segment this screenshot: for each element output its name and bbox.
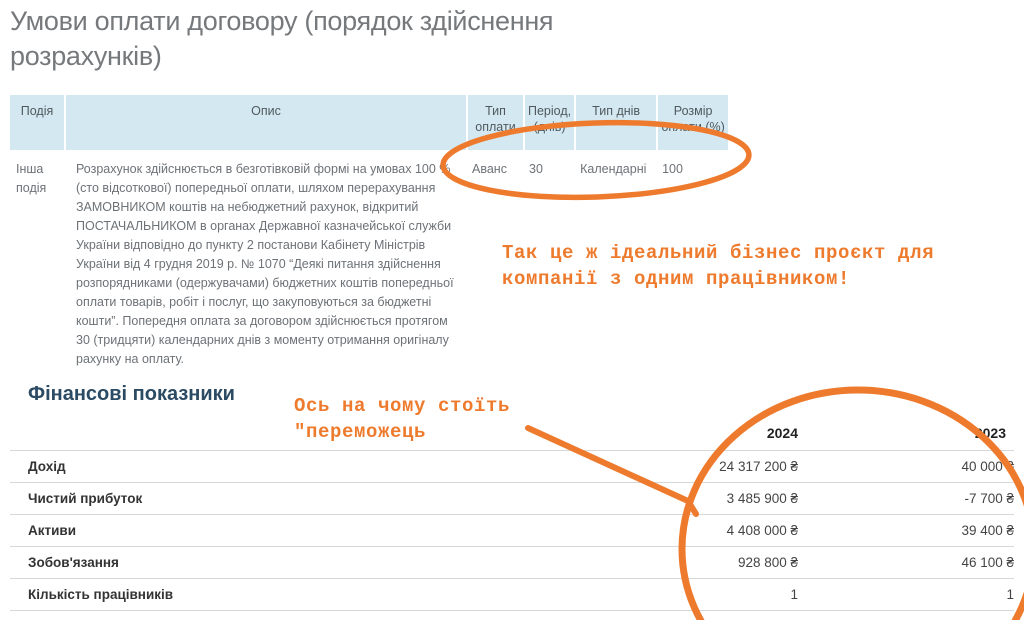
value-2024: 3 485 900 ₴ bbox=[520, 483, 798, 515]
annotation-note-winner-line1: Ось на чому стоїть bbox=[294, 395, 511, 417]
col-header-payment-size: Розмір оплати (%) bbox=[658, 95, 728, 150]
value-2023: -7 700 ₴ bbox=[798, 483, 1014, 515]
financials-row-liabilities bbox=[10, 547, 1014, 579]
financials-table bbox=[10, 418, 1014, 611]
cell-event: Інша подія bbox=[10, 150, 64, 393]
row-label: Дохід bbox=[10, 451, 520, 483]
col-header-description: Опис bbox=[66, 95, 466, 150]
col-header-payment-type: Тип оплати bbox=[468, 95, 523, 150]
annotation-note-winner bbox=[294, 393, 510, 445]
financials-heading: Фінансові показники bbox=[28, 383, 235, 405]
cell-period-days: 30 bbox=[525, 150, 574, 393]
row-label: Чистий прибуток bbox=[10, 483, 520, 515]
annotation-note-business bbox=[502, 240, 934, 292]
cell-description: Розрахунок здійснюється в безготівковій формі на умовах 100 % (сто відсоткової) попередньої оплати, шляхом перерахування ЗАМОВНИКОМ коштів на небюджетний рахунок, відкритий ПОСТАЧАЛЬНИКОМ в органах Державної казначейської служби України відповідно до пункту 2 постанови Кабінету Міністрів України від 4 грудня 2019 р. № 1070 “Деякі питання здійснення розпорядниками (одержувачами) бюджетних коштів попередньої оплати товарів, робіт і послуг, що закуповуються за бюджетні кошти”. Попередня оплата за договором здійснюється протягом 30 (тридцяти) календарних днів з моменту отримання оригіналу рахунку на оплату. bbox=[66, 150, 466, 393]
row-label: Зобов'язання bbox=[10, 547, 520, 579]
col-header-period-days: Період, (днів) bbox=[525, 95, 574, 150]
cell-payment-type: Аванс bbox=[468, 150, 523, 393]
year-header-2023: 2023 bbox=[798, 418, 1014, 451]
payment-terms-header-row bbox=[10, 95, 728, 150]
financials-row-net-profit bbox=[10, 483, 1014, 515]
cell-payment-size: 100 bbox=[658, 150, 728, 393]
value-2023: 46 100 ₴ bbox=[798, 547, 1014, 579]
annotation-note-winner-line2: "переможець bbox=[294, 421, 427, 443]
value-2023: 1 bbox=[798, 579, 1014, 611]
financials-year-header-row bbox=[10, 418, 1014, 451]
value-2023: 40 000 ₴ bbox=[798, 451, 1014, 483]
page-title: Умови оплати договору (порядок здійснення розрахунків) bbox=[10, 6, 554, 71]
value-2023: 39 400 ₴ bbox=[798, 515, 1014, 547]
value-2024: 4 408 000 ₴ bbox=[520, 515, 798, 547]
financials-row-employees bbox=[10, 579, 1014, 611]
cell-days-type: Календарні bbox=[576, 150, 656, 393]
value-2024: 24 317 200 ₴ bbox=[520, 451, 798, 483]
row-label: Активи bbox=[10, 515, 520, 547]
financials-row-assets bbox=[10, 515, 1014, 547]
financials-row-income bbox=[10, 451, 1014, 483]
value-2024: 1 bbox=[520, 579, 798, 611]
annotation-note-business-line2: компанії з одним працівником! bbox=[502, 268, 851, 290]
annotation-note-business-line1: Так це ж ідеальний бізнес проєкт для bbox=[502, 242, 935, 264]
col-header-event: Подія bbox=[10, 95, 64, 150]
year-header-2024: 2024 bbox=[520, 418, 798, 451]
row-label: Кількість працівників bbox=[10, 579, 520, 611]
value-2024: 928 800 ₴ bbox=[520, 547, 798, 579]
col-header-days-type: Тип днів bbox=[576, 95, 656, 150]
